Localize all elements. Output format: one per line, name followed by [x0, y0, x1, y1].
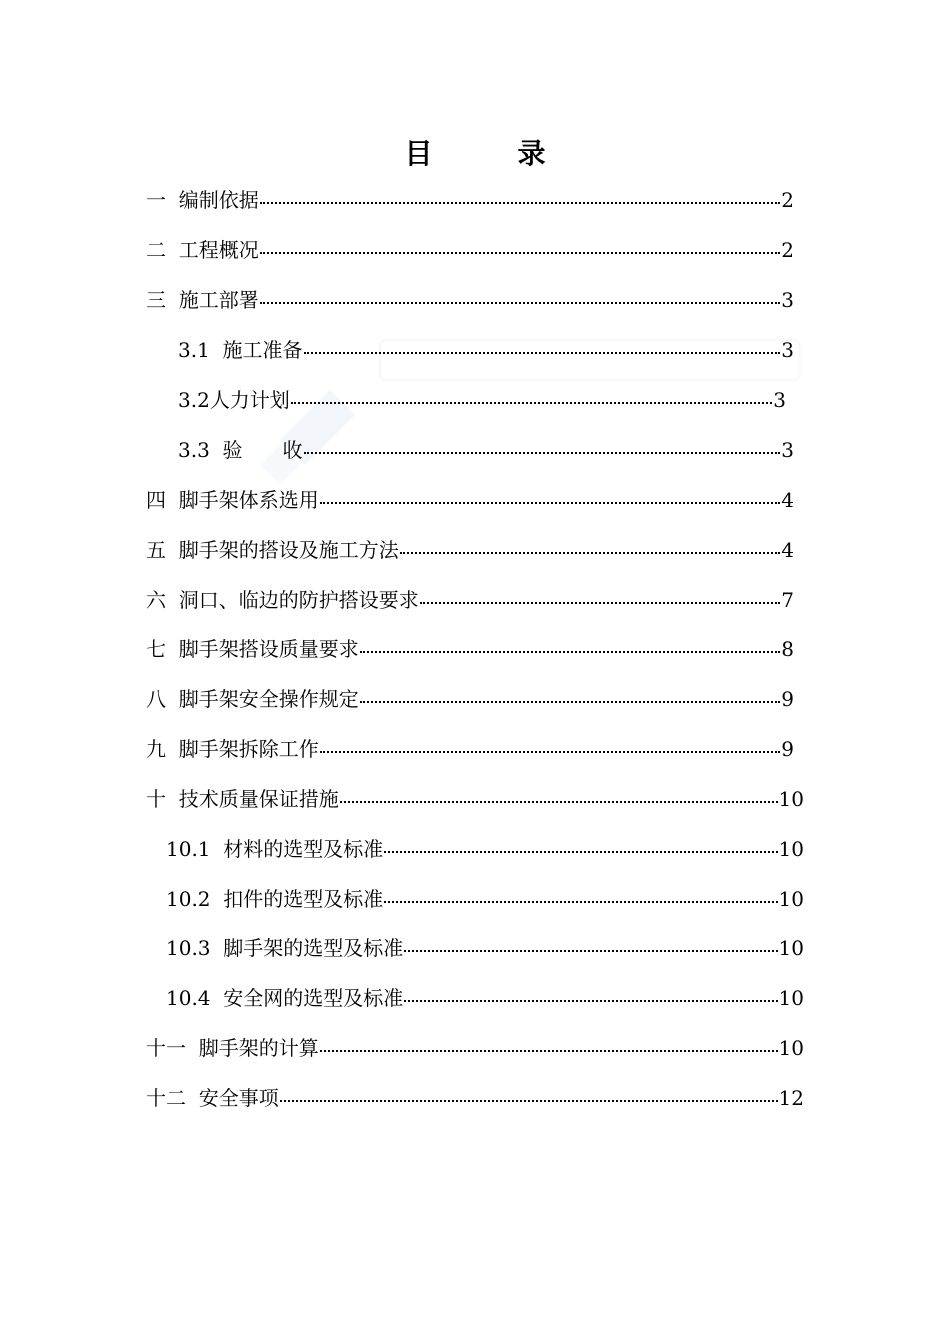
toc-entry[interactable]: 三 施工部署 3: [146, 285, 794, 315]
title-char-right: 录: [517, 137, 546, 170]
toc-entry[interactable]: 六 洞口、临边的防护搭设要求 7: [146, 585, 794, 615]
page-number: 3: [773, 388, 786, 412]
dot-leader: [260, 202, 781, 204]
dot-leader: [360, 651, 781, 653]
dot-leader: [400, 552, 781, 554]
page-number: 10: [778, 936, 804, 960]
toc-entry[interactable]: 八 脚手架安全操作规定 9: [146, 684, 794, 714]
dot-leader: [291, 402, 772, 404]
dot-leader: [340, 801, 778, 803]
dot-leader: [384, 901, 777, 903]
dot-leader: [404, 1000, 777, 1002]
dot-leader: [360, 701, 781, 703]
toc-entry[interactable]: 十一 脚手架的计算 10: [146, 1033, 804, 1063]
page-number: 8: [781, 637, 794, 661]
toc-entry[interactable]: 10.3 脚手架的选型及标准 10: [166, 933, 804, 963]
dot-leader: [420, 602, 781, 604]
dot-leader: [320, 751, 781, 753]
toc-entry[interactable]: 10.4 安全网的选型及标准 10: [166, 983, 804, 1013]
toc-entry[interactable]: 3.1 施工准备 3: [178, 335, 794, 365]
page-number: 9: [781, 737, 794, 761]
dot-leader: [260, 302, 781, 304]
dot-leader: [304, 452, 781, 454]
title-char-left: 目: [404, 137, 433, 170]
dot-leader: [260, 252, 781, 254]
toc-entry[interactable]: 十 技术质量保证措施 10: [146, 784, 804, 814]
page-number: 10: [778, 1036, 804, 1060]
page-number: 10: [778, 887, 804, 911]
dot-leader: [320, 1050, 778, 1052]
page-number: 10: [778, 787, 804, 811]
toc-entry[interactable]: 3.3 验 收 3: [178, 435, 794, 465]
page-number: 4: [781, 538, 794, 562]
toc-entry[interactable]: 四 脚手架体系选用 4: [146, 485, 794, 515]
page-number: 9: [781, 687, 794, 711]
page-number: 10: [778, 837, 804, 861]
page-number: 4: [781, 488, 794, 512]
page-number: 3: [781, 338, 794, 362]
toc-entry[interactable]: 10.1 材料的选型及标准 10: [166, 834, 804, 864]
page-number: 7: [781, 588, 794, 612]
toc-entry[interactable]: 二 工程概况 2: [146, 235, 794, 265]
page-number: 2: [781, 238, 794, 262]
toc-entry[interactable]: 一 编制依据 2: [146, 185, 794, 215]
toc-entry[interactable]: 九 脚手架拆除工作 9: [146, 734, 794, 764]
page-number: 3: [781, 438, 794, 462]
toc-entry[interactable]: 七 脚手架搭设质量要求 8: [146, 634, 794, 664]
toc-entry[interactable]: 十二 安全事项 12: [146, 1083, 804, 1113]
dot-leader: [304, 352, 781, 354]
dot-leader: [384, 851, 777, 853]
toc-entry[interactable]: 10.2 扣件的选型及标准 10: [166, 884, 804, 914]
dot-leader: [320, 502, 781, 504]
page-number: 2: [781, 188, 794, 212]
toc-entry[interactable]: 3.2人力计划 3: [178, 385, 786, 415]
dot-leader: [404, 950, 777, 952]
page-number: 3: [781, 288, 794, 312]
dot-leader: [280, 1100, 778, 1102]
page-number: 10: [778, 986, 804, 1010]
toc-entry[interactable]: 五 脚手架的搭设及施工方法 4: [146, 535, 794, 565]
page-number: 12: [778, 1086, 804, 1110]
